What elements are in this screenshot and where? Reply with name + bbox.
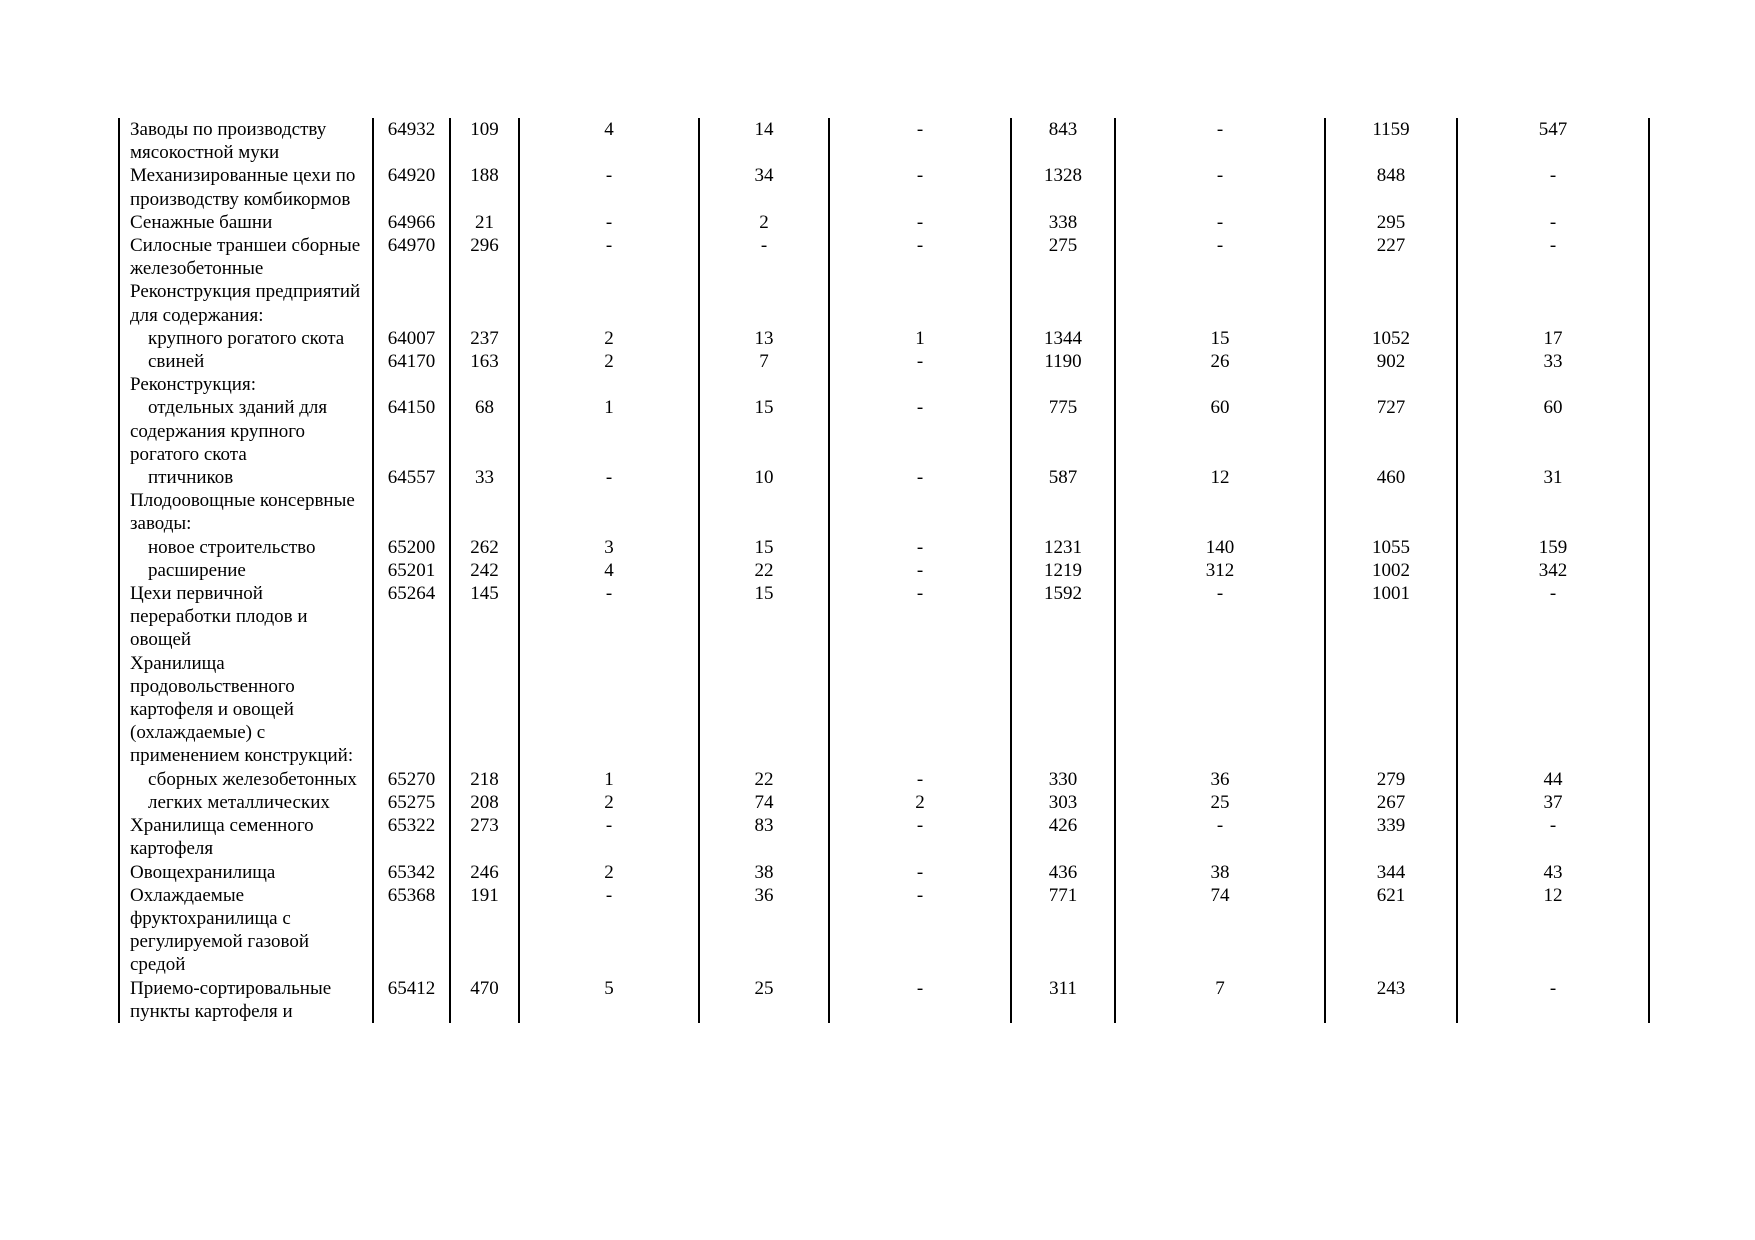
row-label: легких металлических xyxy=(119,791,373,814)
row-value xyxy=(450,280,519,326)
row-value: 621 xyxy=(1325,884,1457,977)
row-value: 26 xyxy=(1115,350,1325,373)
row-value: - xyxy=(1115,164,1325,210)
row-value: 10 xyxy=(699,466,829,489)
row-value xyxy=(699,652,829,768)
row-value: 12 xyxy=(1457,884,1649,977)
row-value: 15 xyxy=(699,536,829,559)
row-value: - xyxy=(1457,814,1649,860)
row-value xyxy=(450,373,519,396)
row-value: 311 xyxy=(1011,977,1115,1023)
row-value xyxy=(519,280,699,326)
row-code: 65275 xyxy=(373,791,450,814)
row-value: - xyxy=(1457,211,1649,234)
row-value: 295 xyxy=(1325,211,1457,234)
row-label: Хранилища семенного картофеля xyxy=(119,814,373,860)
row-label: крупного рогатого скота xyxy=(119,327,373,350)
row-value: 426 xyxy=(1011,814,1115,860)
row-code: 65200 xyxy=(373,536,450,559)
row-value xyxy=(699,373,829,396)
row-value: 1219 xyxy=(1011,559,1115,582)
row-value: - xyxy=(829,466,1011,489)
row-value: 2 xyxy=(519,791,699,814)
row-value xyxy=(519,373,699,396)
row-value: 237 xyxy=(450,327,519,350)
table-row xyxy=(119,791,1649,814)
row-value: - xyxy=(519,211,699,234)
row-value: 15 xyxy=(1115,327,1325,350)
table-row xyxy=(119,582,1649,652)
row-value: 1231 xyxy=(1011,536,1115,559)
row-code: 64932 xyxy=(373,118,450,164)
row-value: 727 xyxy=(1325,396,1457,466)
row-value: 1055 xyxy=(1325,536,1457,559)
row-value: 1159 xyxy=(1325,118,1457,164)
row-value: - xyxy=(829,814,1011,860)
row-value: 34 xyxy=(699,164,829,210)
row-value: - xyxy=(829,884,1011,977)
row-value xyxy=(1011,373,1115,396)
table-row xyxy=(119,211,1649,234)
row-value: - xyxy=(829,396,1011,466)
row-value: - xyxy=(829,768,1011,791)
row-code: 64150 xyxy=(373,396,450,466)
row-label: Сенажные башни xyxy=(119,211,373,234)
row-code: 64966 xyxy=(373,211,450,234)
row-value: 22 xyxy=(699,768,829,791)
table-row xyxy=(119,164,1649,210)
row-value: 14 xyxy=(699,118,829,164)
row-value: 7 xyxy=(1115,977,1325,1023)
row-value: 3 xyxy=(519,536,699,559)
row-value: 33 xyxy=(450,466,519,489)
row-value: - xyxy=(829,164,1011,210)
row-value: 775 xyxy=(1011,396,1115,466)
row-value: 2 xyxy=(699,211,829,234)
row-value xyxy=(1325,373,1457,396)
row-value: 771 xyxy=(1011,884,1115,977)
row-value: 1328 xyxy=(1011,164,1115,210)
table-row xyxy=(119,118,1649,164)
row-value: - xyxy=(829,211,1011,234)
row-value xyxy=(450,652,519,768)
row-value: 1 xyxy=(519,768,699,791)
document-page xyxy=(118,118,1648,1118)
row-label: Охлаждаемые фруктохранилища с регулируемой газовой средой xyxy=(119,884,373,977)
table-row xyxy=(119,814,1649,860)
row-code xyxy=(373,280,450,326)
row-value xyxy=(1457,280,1649,326)
row-value: - xyxy=(829,350,1011,373)
row-value: - xyxy=(519,164,699,210)
row-value: 227 xyxy=(1325,234,1457,280)
row-value: 303 xyxy=(1011,791,1115,814)
row-value: 36 xyxy=(1115,768,1325,791)
row-value: 2 xyxy=(519,327,699,350)
row-value: 109 xyxy=(450,118,519,164)
row-label: Заводы по производству мясокостной муки xyxy=(119,118,373,164)
row-value: 38 xyxy=(699,861,829,884)
table-row xyxy=(119,536,1649,559)
row-value: 17 xyxy=(1457,327,1649,350)
row-value: 296 xyxy=(450,234,519,280)
row-code: 64970 xyxy=(373,234,450,280)
row-value: 60 xyxy=(1115,396,1325,466)
row-value: - xyxy=(1457,977,1649,1023)
row-value: - xyxy=(1115,118,1325,164)
row-code xyxy=(373,489,450,535)
row-value: - xyxy=(829,559,1011,582)
row-value: 2 xyxy=(519,350,699,373)
row-value xyxy=(699,489,829,535)
row-value: - xyxy=(519,582,699,652)
row-value: 60 xyxy=(1457,396,1649,466)
row-code: 65412 xyxy=(373,977,450,1023)
row-label: Приемо-сортировальные пункты картофеля и xyxy=(119,977,373,1023)
row-value: 31 xyxy=(1457,466,1649,489)
row-value: 339 xyxy=(1325,814,1457,860)
row-label: Реконструкция: xyxy=(119,373,373,396)
row-value: 38 xyxy=(1115,861,1325,884)
row-value xyxy=(1115,373,1325,396)
row-value: 275 xyxy=(1011,234,1115,280)
row-label: Цехи первичной переработки плодов и овощей xyxy=(119,582,373,652)
row-value: 843 xyxy=(1011,118,1115,164)
row-value: - xyxy=(829,234,1011,280)
row-value: 37 xyxy=(1457,791,1649,814)
row-value: - xyxy=(1115,234,1325,280)
row-label: сборных железобетонных xyxy=(119,768,373,791)
row-value xyxy=(1457,652,1649,768)
row-value: 470 xyxy=(450,977,519,1023)
row-value xyxy=(829,373,1011,396)
row-value: 344 xyxy=(1325,861,1457,884)
row-label: расширение xyxy=(119,559,373,582)
row-code: 64557 xyxy=(373,466,450,489)
row-value xyxy=(829,652,1011,768)
row-value: 279 xyxy=(1325,768,1457,791)
table-row xyxy=(119,861,1649,884)
row-value: 4 xyxy=(519,559,699,582)
row-value: 12 xyxy=(1115,466,1325,489)
row-value: 163 xyxy=(450,350,519,373)
row-value: 1344 xyxy=(1011,327,1115,350)
row-value xyxy=(1011,489,1115,535)
row-value: 21 xyxy=(450,211,519,234)
row-value: - xyxy=(1115,211,1325,234)
row-value: - xyxy=(829,118,1011,164)
row-code: 65264 xyxy=(373,582,450,652)
row-value: 25 xyxy=(1115,791,1325,814)
row-label: Силосные траншеи сборные железобетонные xyxy=(119,234,373,280)
row-value: 902 xyxy=(1325,350,1457,373)
row-value: - xyxy=(829,536,1011,559)
row-value: 7 xyxy=(699,350,829,373)
row-value: - xyxy=(519,234,699,280)
table-row xyxy=(119,234,1649,280)
table-row xyxy=(119,884,1649,977)
row-value: 218 xyxy=(450,768,519,791)
row-code xyxy=(373,652,450,768)
row-value: 44 xyxy=(1457,768,1649,791)
row-value xyxy=(519,652,699,768)
row-value xyxy=(1325,280,1457,326)
row-value: 547 xyxy=(1457,118,1649,164)
row-value: 342 xyxy=(1457,559,1649,582)
row-value: 2 xyxy=(829,791,1011,814)
row-value: 242 xyxy=(450,559,519,582)
table-row xyxy=(119,652,1649,768)
table-row xyxy=(119,489,1649,535)
row-value: 188 xyxy=(450,164,519,210)
row-value: 1 xyxy=(519,396,699,466)
row-value xyxy=(1457,489,1649,535)
row-value: - xyxy=(829,861,1011,884)
row-value: 74 xyxy=(699,791,829,814)
row-label: отдельных зданий для содержания крупного рогатого скота xyxy=(119,396,373,466)
table-row xyxy=(119,768,1649,791)
row-value: 4 xyxy=(519,118,699,164)
row-value: - xyxy=(519,466,699,489)
row-label: Хранилища продовольственного картофеля и овощей (охлаждаемые) с применением конструкций: xyxy=(119,652,373,768)
row-value: - xyxy=(1115,582,1325,652)
row-code: 65270 xyxy=(373,768,450,791)
row-value: 587 xyxy=(1011,466,1115,489)
row-label: новое строительство xyxy=(119,536,373,559)
row-value: 15 xyxy=(699,396,829,466)
row-value: - xyxy=(1457,582,1649,652)
row-value xyxy=(1011,652,1115,768)
row-value: 159 xyxy=(1457,536,1649,559)
row-value: 460 xyxy=(1325,466,1457,489)
row-value xyxy=(829,280,1011,326)
row-label: свиней xyxy=(119,350,373,373)
row-value: 5 xyxy=(519,977,699,1023)
row-label: птичников xyxy=(119,466,373,489)
row-value: - xyxy=(829,582,1011,652)
row-value: 1 xyxy=(829,327,1011,350)
row-code: 65342 xyxy=(373,861,450,884)
table-row xyxy=(119,350,1649,373)
row-value xyxy=(1011,280,1115,326)
row-value xyxy=(829,489,1011,535)
row-value xyxy=(1115,280,1325,326)
row-value: 83 xyxy=(699,814,829,860)
row-value: - xyxy=(1457,234,1649,280)
table-row xyxy=(119,396,1649,466)
row-code: 64920 xyxy=(373,164,450,210)
data-table xyxy=(118,118,1650,1023)
row-value xyxy=(1457,373,1649,396)
table-row xyxy=(119,327,1649,350)
row-value: 1052 xyxy=(1325,327,1457,350)
row-value: - xyxy=(829,977,1011,1023)
row-value: 267 xyxy=(1325,791,1457,814)
row-value: 246 xyxy=(450,861,519,884)
row-value: 330 xyxy=(1011,768,1115,791)
row-value: 68 xyxy=(450,396,519,466)
row-value: 848 xyxy=(1325,164,1457,210)
row-value: 338 xyxy=(1011,211,1115,234)
row-value xyxy=(519,489,699,535)
row-value: 140 xyxy=(1115,536,1325,559)
row-value: - xyxy=(519,814,699,860)
row-value: 22 xyxy=(699,559,829,582)
table-row xyxy=(119,466,1649,489)
row-value: 262 xyxy=(450,536,519,559)
row-label: Реконструкция предприятий для содержания: xyxy=(119,280,373,326)
row-code: 65368 xyxy=(373,884,450,977)
row-value: - xyxy=(699,234,829,280)
row-value: 33 xyxy=(1457,350,1649,373)
table-row xyxy=(119,280,1649,326)
row-value xyxy=(1115,489,1325,535)
row-value: 1190 xyxy=(1011,350,1115,373)
row-value: 1001 xyxy=(1325,582,1457,652)
row-value: 312 xyxy=(1115,559,1325,582)
row-value: 74 xyxy=(1115,884,1325,977)
row-value: - xyxy=(1115,814,1325,860)
row-code: 64170 xyxy=(373,350,450,373)
row-value xyxy=(450,489,519,535)
row-value: 145 xyxy=(450,582,519,652)
row-value: 1592 xyxy=(1011,582,1115,652)
row-label: Овощехранилища xyxy=(119,861,373,884)
table-body xyxy=(119,118,1649,1023)
row-value: 15 xyxy=(699,582,829,652)
row-value xyxy=(699,280,829,326)
row-label: Плодоовощные консервные заводы: xyxy=(119,489,373,535)
row-value: 191 xyxy=(450,884,519,977)
row-code: 65322 xyxy=(373,814,450,860)
row-value: 36 xyxy=(699,884,829,977)
row-value xyxy=(1325,489,1457,535)
row-value: 13 xyxy=(699,327,829,350)
row-value: 43 xyxy=(1457,861,1649,884)
row-code xyxy=(373,373,450,396)
row-code: 65201 xyxy=(373,559,450,582)
row-value: 243 xyxy=(1325,977,1457,1023)
table-row xyxy=(119,977,1649,1023)
row-value: 2 xyxy=(519,861,699,884)
row-label: Механизированные цехи по производству комбикормов xyxy=(119,164,373,210)
row-value: 436 xyxy=(1011,861,1115,884)
row-value xyxy=(1325,652,1457,768)
row-value: - xyxy=(519,884,699,977)
row-value xyxy=(1115,652,1325,768)
row-value: 25 xyxy=(699,977,829,1023)
row-code: 64007 xyxy=(373,327,450,350)
row-value: 273 xyxy=(450,814,519,860)
table-row xyxy=(119,559,1649,582)
row-value: 1002 xyxy=(1325,559,1457,582)
row-value: - xyxy=(1457,164,1649,210)
table-row xyxy=(119,373,1649,396)
row-value: 208 xyxy=(450,791,519,814)
